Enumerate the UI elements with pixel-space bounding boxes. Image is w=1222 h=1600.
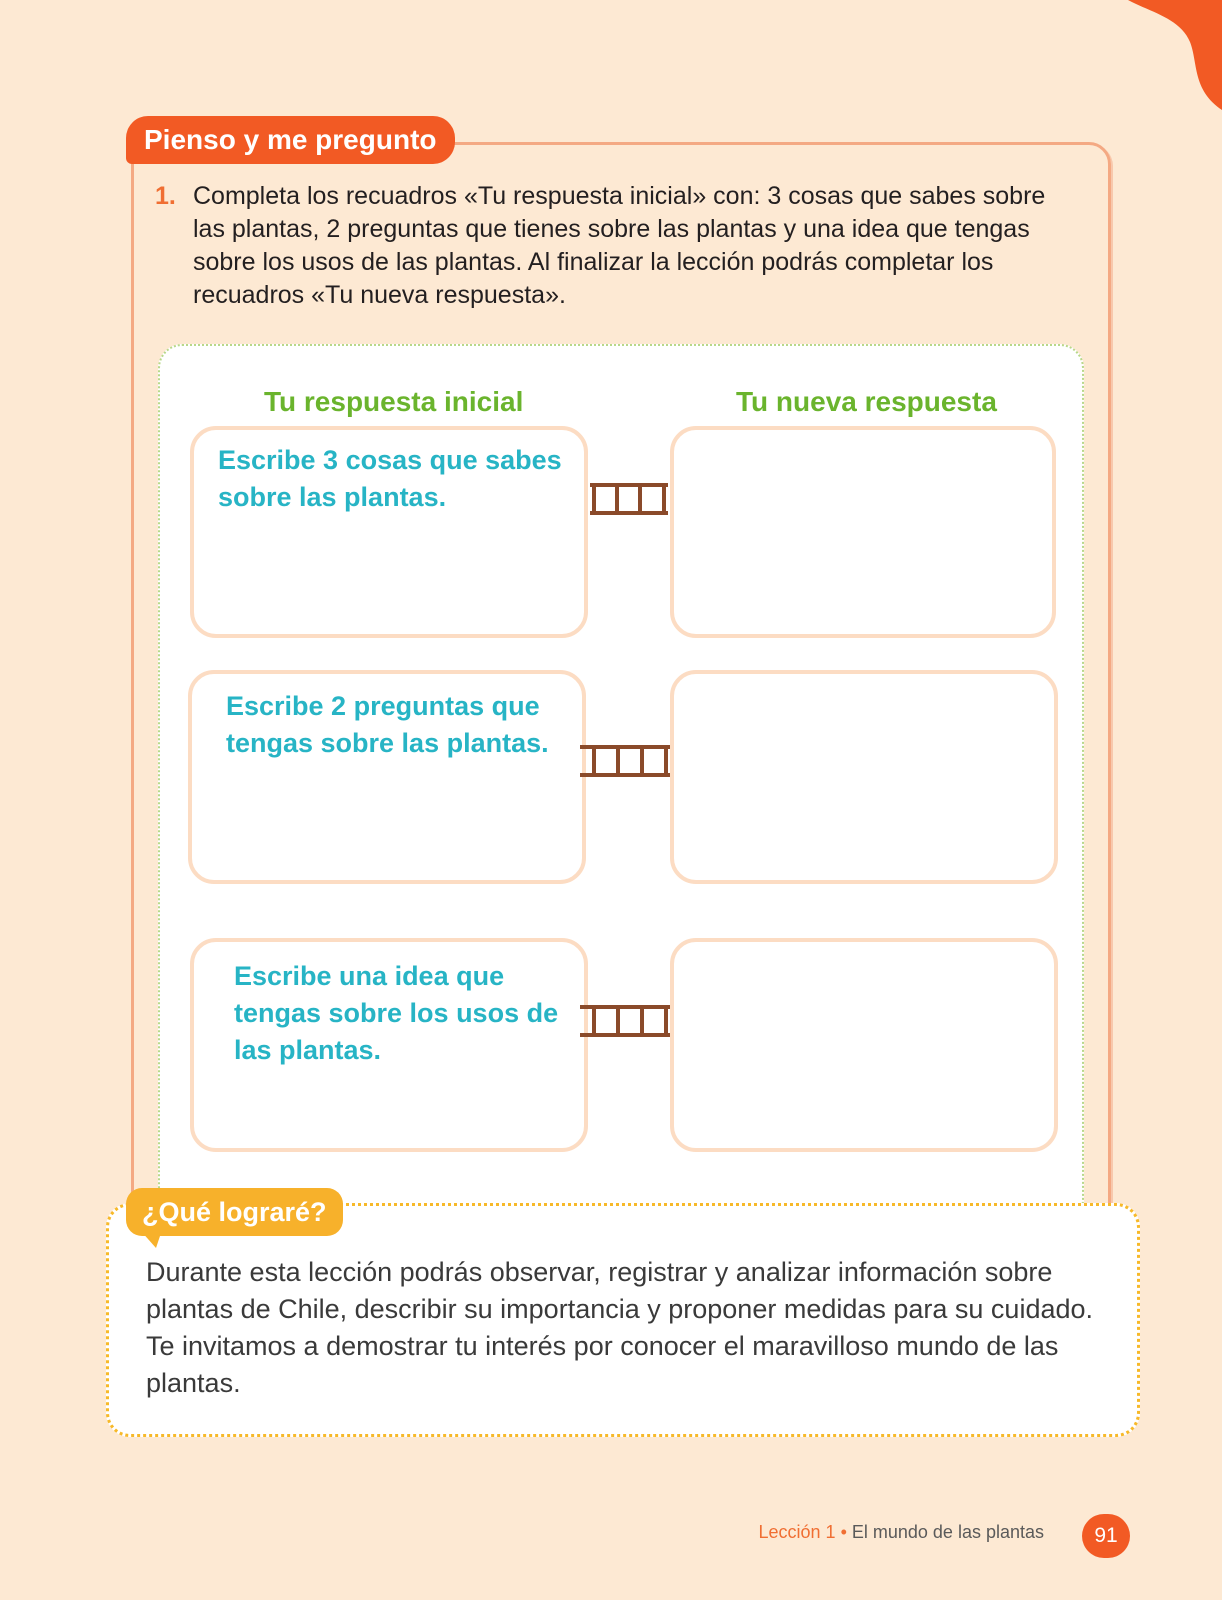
goal-text: Durante esta lección podrás observar, registrar y analizar información sobre plantas de Chile, describir su importancia y proponer medidas para su cuidado. Te invitamos a demostrar tu interés por conocer el maravilloso mundo de las plantas. <box>146 1257 1094 1398</box>
new-answer-box-2[interactable] <box>670 670 1058 884</box>
new-answer-box-3[interactable] <box>670 938 1058 1152</box>
prompt-1: Escribe 3 cosas que sabes sobre las plantas. <box>218 445 562 512</box>
footer-separator: • <box>835 1522 852 1542</box>
page-number: 91 <box>1082 1514 1130 1558</box>
goal-title: ¿Qué lograré? <box>126 1188 343 1236</box>
instruction <box>155 180 1055 312</box>
footer-lesson: Lección 1 <box>758 1522 836 1542</box>
instruction-number: 1. <box>155 182 176 210</box>
section-title: Pienso y me pregunto <box>126 116 455 164</box>
footer-topic: El mundo de las plantas <box>851 1522 1044 1542</box>
ladder-connector-2 <box>578 744 680 778</box>
column-title-new: Tu nueva respuesta <box>736 386 997 417</box>
prompt-3: Escribe una idea que tengas sobre los usos de las plantas. <box>234 961 559 1065</box>
footer <box>759 1522 1045 1543</box>
ladder-connector-1 <box>588 482 670 516</box>
column-title-initial: Tu respuesta inicial <box>264 386 524 417</box>
instruction-text: Completa los recuadros «Tu respuesta inicial» con: 3 cosas que sabes sobre las plantas, 2 preguntas que tienes sobre las plantas y una idea que tengas sobre los usos de las plantas. Al finalizar la lección podrás completar los recuadros «Tu nueva respuesta». <box>193 182 1046 309</box>
ladder-connector-3 <box>578 1004 680 1038</box>
prompt-2: Escribe 2 preguntas que tengas sobre las plantas. <box>226 691 549 758</box>
new-answer-box-1[interactable] <box>670 426 1056 638</box>
